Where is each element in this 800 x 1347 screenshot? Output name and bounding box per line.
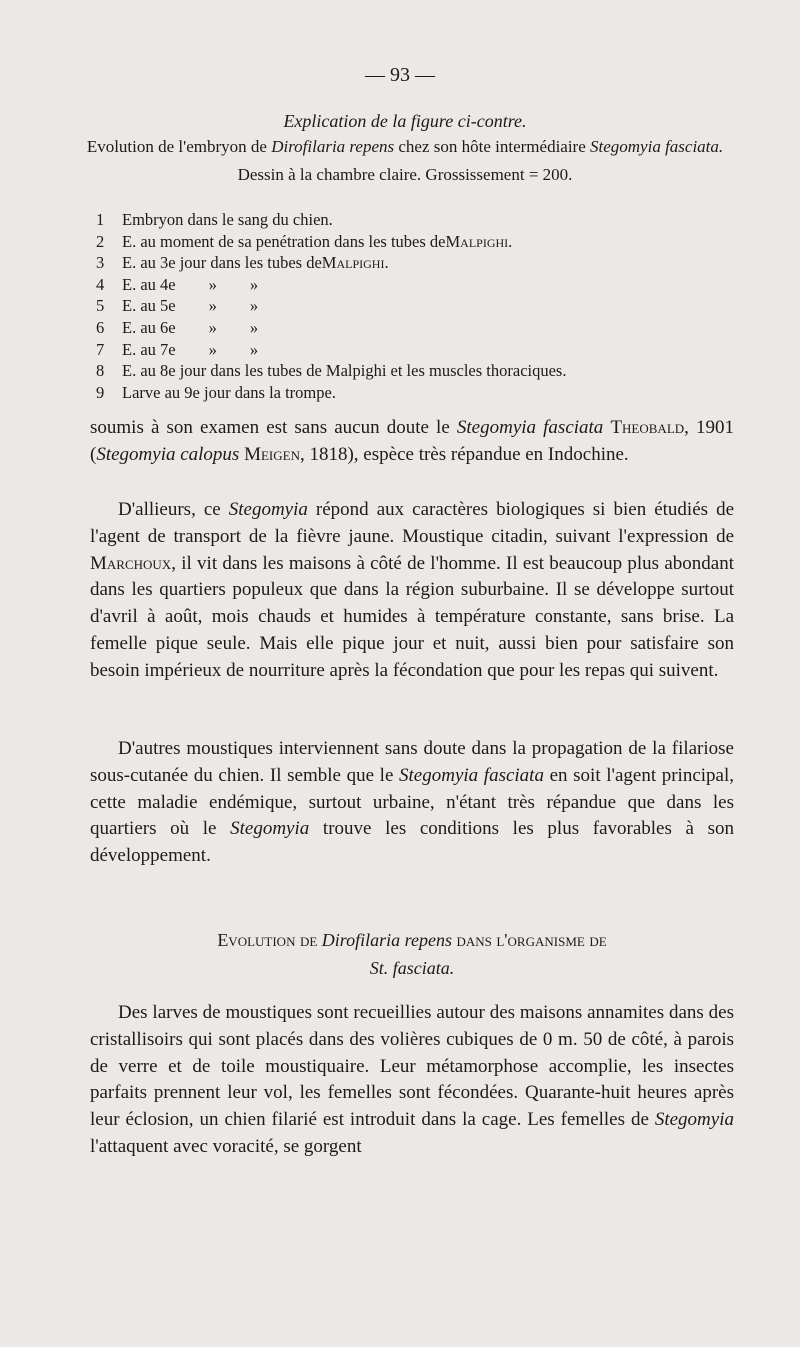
species-name: Stegomyia fasciata (456, 417, 604, 438)
species-name: Stegomyia fasciata (399, 764, 544, 786)
text-run: l'attaquent avec voracité, se gorgent (90, 1135, 362, 1157)
text-run: soumis à son examen est sans aucun doute le (90, 417, 457, 438)
legend-item (96, 209, 736, 231)
legend-item (96, 231, 736, 253)
text-run: en soit l'agent principal, cette maladie endémique, surtout urbaine, n'étant très répandue que dans les quartiers où le (90, 764, 735, 840)
legend-text: E. au 7e » » (122, 339, 259, 359)
caption-drawing: Dessin à la chambre claire. Grossissement = 200. (237, 165, 573, 184)
page-number: — 93 — (365, 64, 435, 86)
heading-text: Evolution de (217, 930, 322, 950)
legend-item (96, 382, 736, 404)
legend-text: E. au 4e » » (122, 274, 259, 294)
legend-item (96, 252, 736, 274)
text-run: , 1818), espèce très répandue en Indochine. (299, 443, 629, 465)
species-name: Stegomyia (230, 818, 310, 840)
legend-text: E. au 3e jour dans les tubes de (122, 253, 322, 273)
text-run: D'autres moustiques interviennent sans doute dans la propagation de la filariose sous-cutanée du chien. Il semble que le (90, 738, 734, 786)
section-heading (90, 926, 734, 982)
author-name: Meigen (244, 443, 300, 465)
paragraph-3 (90, 736, 734, 870)
species-name: Stegomyia (228, 499, 308, 520)
legend-text: E. au moment de sa penétration dans les tubes de (122, 231, 446, 251)
legend-item (96, 295, 736, 317)
text-run: D'allieurs, ce (118, 499, 229, 520)
paragraph-1 (90, 415, 734, 469)
paragraph-4 (90, 1000, 734, 1161)
text-run: , il vit dans les maisons à côté de l'homme. Il est beaucoup plus abondant dans les quartiers populeux que dans la région suburbaine. Il se développe surtout d'avril à août, mois chauds et humides à température constante, sans brise. La femelle pique seule. Mais elle pique jour et nuit, aussi bien pour satisfaire son besoin impérieux de nourriture après la fécondation que pour les repas qui suivent. (90, 552, 734, 681)
caption-evo-pre: Evolution de l'embryon de (86, 137, 272, 156)
legend-item (96, 274, 736, 296)
species-name: Dirofilaria repens (321, 930, 452, 950)
text-run: trouve les conditions les plus favorables à son développement. (90, 818, 734, 867)
figure-caption (80, 110, 730, 186)
heading-line-2: St. fasciata. (369, 958, 455, 978)
legend-number: 9 (96, 382, 105, 402)
legend-name: Malpighi. (445, 231, 513, 251)
text-run: répond aux caractères biologiques si bien étudiés de l'agent de transport de la fièvre jaune. Moustique citadin, suivant l'expression de (90, 499, 734, 547)
caption-evo-mid: chez son hôte intermédiaire (394, 137, 591, 156)
author-name: Theobald (610, 417, 685, 438)
legend-number: 7 (96, 339, 105, 359)
legend-text: Larve au 9e jour dans la trompe. (122, 382, 336, 402)
legend-number: 6 (96, 317, 105, 337)
legend-number: 2 (96, 231, 105, 251)
legend-item (96, 317, 736, 339)
legend-item (96, 339, 736, 361)
species-name: Stegomyia calopus (96, 443, 240, 465)
legend-number: 8 (96, 361, 105, 381)
paragraph-2 (90, 497, 734, 685)
legend-number: 3 (96, 253, 105, 273)
caption-evolution (80, 136, 730, 158)
author-name: Marchoux (90, 552, 172, 574)
figure-legend (96, 209, 736, 403)
text-run: , 1901 ( (90, 417, 735, 465)
legend-text: E. au 6e » » (122, 317, 259, 337)
legend-name: Malpighi. (321, 253, 389, 273)
caption-title: Explication de la figure ci-contre. (283, 111, 527, 131)
legend-number: 1 (96, 210, 105, 229)
legend-text: Embryon dans le sang du chien. (122, 210, 333, 229)
heading-text: dans l'organisme de (451, 930, 607, 950)
caption-host: Stegomyia fasciata. (590, 137, 724, 156)
text-run: Des larves de moustiques sont recueillies autour des maisons annamites dans des cristallisoirs qui sont placés dans des volières cubiques de 0 m. 50 de côté, à parois de verre et de toile moustiquaire. Leur métamorphose accomplie, les insectes parfaits prennent leur vol, les femelles sont fécondées. Quarante-huit heures après leur éclosion, un chien filarié est introduit dans la cage. Les femelles de (90, 1002, 734, 1131)
legend-item (96, 360, 736, 382)
heading-line-1 (90, 926, 734, 954)
legend-number: 5 (96, 296, 105, 316)
legend-number: 4 (96, 274, 105, 294)
legend-text: E. au 5e » » (122, 296, 259, 316)
caption-species: Dirofilaria repens (271, 137, 395, 156)
species-name: Stegomyia (654, 1109, 734, 1131)
legend-text: E. au 8e jour dans les tubes de Malpighi et les muscles thoraciques. (122, 361, 567, 381)
